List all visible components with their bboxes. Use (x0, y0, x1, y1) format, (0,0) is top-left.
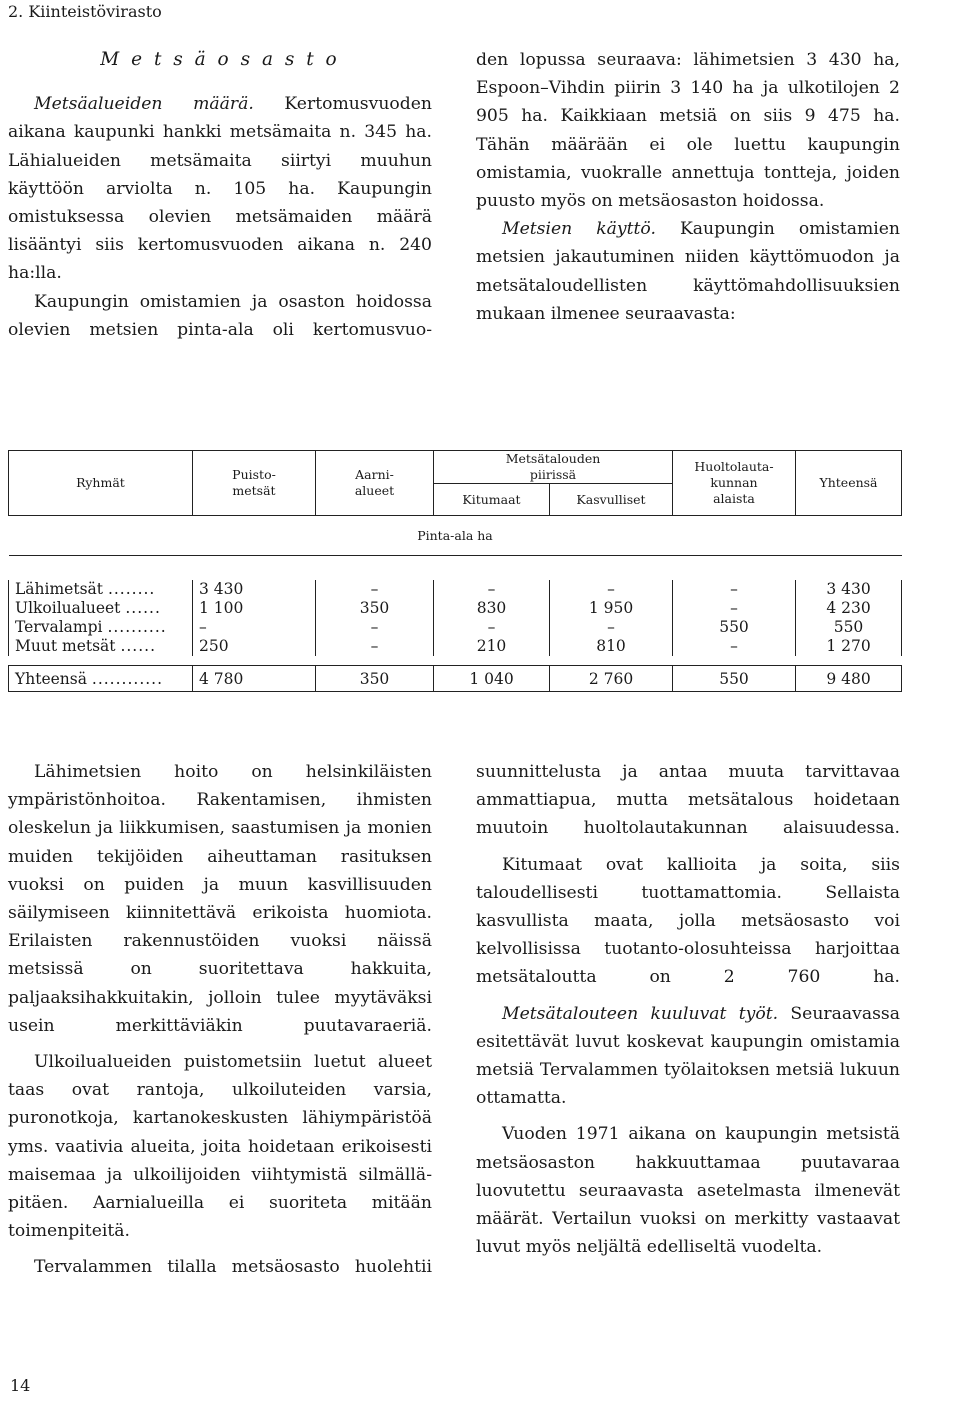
column-top-right (476, 46, 900, 328)
cell-park: – (193, 618, 316, 637)
cell-productive: 810 (550, 637, 673, 656)
row-label-text: Ulkoilualueet (15, 599, 121, 617)
paragraph-recreation-areas: Ulkoilualueiden puistometsiin luetut alueet taas ovat rantoja, ulkoiluteiden varsia, puronotkoja, kartanokeskusten lähiympäristöä yms. vaativia alueita, joita hoidetaan erikoisesti maisemaa ja ulkoilijoiden viihtymistä silmälläpitäen. Aarnialueilla ei suoriteta mitään toimenpiteitä. (8, 1052, 432, 1242)
paragraph-lead: Metsäalueiden määrä. (34, 94, 254, 115)
cell-board: – (673, 580, 796, 599)
cell-aarni: – (316, 618, 434, 637)
paragraph-nearby-forests: Lähimetsien hoito on helsinkiläisten ympäristönhoitoa. Rakentamisen, ihmisten oleskelun ja liikkumisen, saastumisen ja monien muiden tekijöiden aiheuttaman rasituksen vuoksi on puiden ja muun kasvillisuuden säilymiseen kiinnitettävä erikoista huomiota. Erilaisten rakennustöiden vuoksi näissä metsissä on suoritettava hakkuita, paljaaksihakkuitakin, jolloin tulee myytäväksi usein merkittäviäkin puutavaraeriä. (8, 762, 432, 1036)
row-label-dots: ...... (125, 599, 161, 617)
table-row (9, 580, 902, 599)
cell-productive: – (550, 580, 673, 599)
forest-area-table (8, 450, 902, 692)
cell-board: – (673, 599, 796, 618)
row-label-dots: ...... (120, 637, 157, 655)
cell-total: 1 270 (796, 637, 902, 656)
header-barren-land: Kitumaat (434, 484, 550, 516)
table-rule (9, 556, 902, 580)
row-label (9, 599, 193, 618)
table-rule (9, 656, 902, 666)
row-label (9, 666, 193, 692)
section-title: M e t s ä o s a s t o (100, 49, 340, 70)
cell-park: 250 (193, 637, 316, 656)
cell-board: – (673, 637, 796, 656)
cell-productive: 1 950 (550, 599, 673, 618)
cell-board: 550 (673, 618, 796, 637)
cell-aarni: – (316, 580, 434, 599)
page-number: 14 (10, 1376, 31, 1395)
row-label (9, 580, 193, 599)
header-groups: Ryhmät (9, 451, 193, 516)
paragraph-text: Kertomusvuoden aikana kaupunki hankki metsämaita n. 345 ha. Lähialueiden metsämaita siirtyi muuhun käyttöön arviolta n. 105 ha. Kaupungin omistuksessa olevien metsämaiden määrä lisääntyi siis kertomusvuoden aikana n. 240 ha:lla. (8, 94, 433, 284)
row-label-text: Muut metsät (15, 637, 116, 655)
column-top-left (8, 46, 432, 344)
row-label-text: Lähimetsät (15, 580, 103, 598)
row-label-dots: ............ (91, 669, 164, 688)
paragraph-text: Kaupungin omistamien metsien jakautuminen niiden käyttömuodon ja metsätaloudellisten käyttömahdollisuuksien mukaan ilmenee seuraavasta: (476, 219, 900, 324)
row-label-dots: .......... (107, 618, 167, 636)
header-forestry: Metsätalouden piirissä (434, 451, 673, 484)
header-welfare-board: Huoltolauta- kunnan alaista (673, 451, 796, 516)
cell-aarni: 350 (316, 599, 434, 618)
paragraph-text: Seuraavassa esitettävät luvut koskevat kaupungin omistamia metsiä Tervalammen työlaitoksen metsiä lukuun ottamatta. (476, 1003, 900, 1109)
paragraph-lead: Metsien käyttö. (502, 219, 656, 240)
running-header: 2. Kiinteistövirasto (8, 2, 162, 21)
row-label-dots: ........ (107, 580, 156, 598)
cell-productive: – (550, 618, 673, 637)
table-total-row (9, 666, 902, 692)
paragraph-tervalampi-continued: suunnittelusta ja antaa muuta tarvittavaa ammattiapua, mutta metsätalous hoidetaan muutoin huoltolautakunnan alaisuudessa. (476, 762, 900, 839)
cell-total: 3 430 (796, 580, 902, 599)
table-row (9, 599, 902, 618)
column-bottom-left (8, 758, 432, 1282)
cell-park: 1 100 (193, 599, 316, 618)
row-label (9, 618, 193, 637)
header-park-forests: Puisto- metsät (193, 451, 316, 516)
row-label-text: Tervalampi (15, 618, 103, 636)
cell-park: 3 430 (193, 580, 316, 599)
cell-productive: 2 760 (550, 666, 673, 692)
cell-aarni: 350 (316, 666, 434, 692)
cell-total: 4 230 (796, 599, 902, 618)
row-label-text: Yhteensä (15, 669, 87, 688)
paragraph-tervalampi: Tervalammen tilalla metsäosasto huolehtii (34, 1257, 432, 1278)
column-bottom-right (476, 758, 900, 1261)
header-aarni-areas: Aarni- alueet (316, 451, 434, 516)
cell-board: 550 (673, 666, 796, 692)
paragraph-area-continued: den lopussa seuraava: lähimetsien 3 430 ha, Espoon–Vihdin piirin 3 140 ha ja ulkotilojen 2 905 ha. Kaikkiaan metsiä on siis 9 475 ha. Tähän määrään ei ole luettu kaupungin omistamia, vuokralle annettuja tontteja, joiden puusto myös on metsäosaston hoidossa. (476, 50, 900, 212)
paragraph-forest-use (476, 215, 900, 328)
paragraph-area-start: Kaupungin omistamien ja osaston hoidossa olevien metsien pinta-ala oli kertomusvuo- (8, 291, 432, 340)
paragraph-forest-area (8, 90, 432, 287)
cell-barren: – (434, 618, 550, 637)
cell-barren: 210 (434, 637, 550, 656)
cell-barren: 1 040 (434, 666, 550, 692)
cell-aarni: – (316, 637, 434, 656)
cell-total: 550 (796, 618, 902, 637)
header-productive-land: Kasvulliset (550, 484, 673, 516)
table-row (9, 618, 902, 637)
cell-barren: – (434, 580, 550, 599)
header-total: Yhteensä (796, 451, 902, 516)
paragraph-lead: Metsätalouteen kuuluvat työt. (502, 1003, 779, 1024)
paragraph-barren-land: Kitumaat ovat kallioita ja soita, siis taloudellisesti tuottamattomia. Sellaista kasvullista maata, jolla metsäosasto voi kelvollisissa tuotanto-olosuhteissa harjoittaa metsätaloutta on 2 760 ha. (476, 854, 900, 988)
table-row (9, 637, 902, 656)
row-label (9, 637, 193, 656)
unit-row: Pinta-ala ha (9, 516, 902, 556)
cell-barren: 830 (434, 599, 550, 618)
cell-total: 9 480 (796, 666, 902, 692)
cell-park: 4 780 (193, 666, 316, 692)
paragraph-1971: Vuoden 1971 aikana on kaupungin metsistä metsäosaston hakkuuttamaa puutavaraa luovutettu seuraavasta asetelmasta ilmenevät määrät. Vertailun vuoksi on merkitty vastaavat luvut myös neljältä edelliseltä vuodelta. (476, 1124, 900, 1258)
paragraph-forestry-works (476, 1000, 900, 1113)
